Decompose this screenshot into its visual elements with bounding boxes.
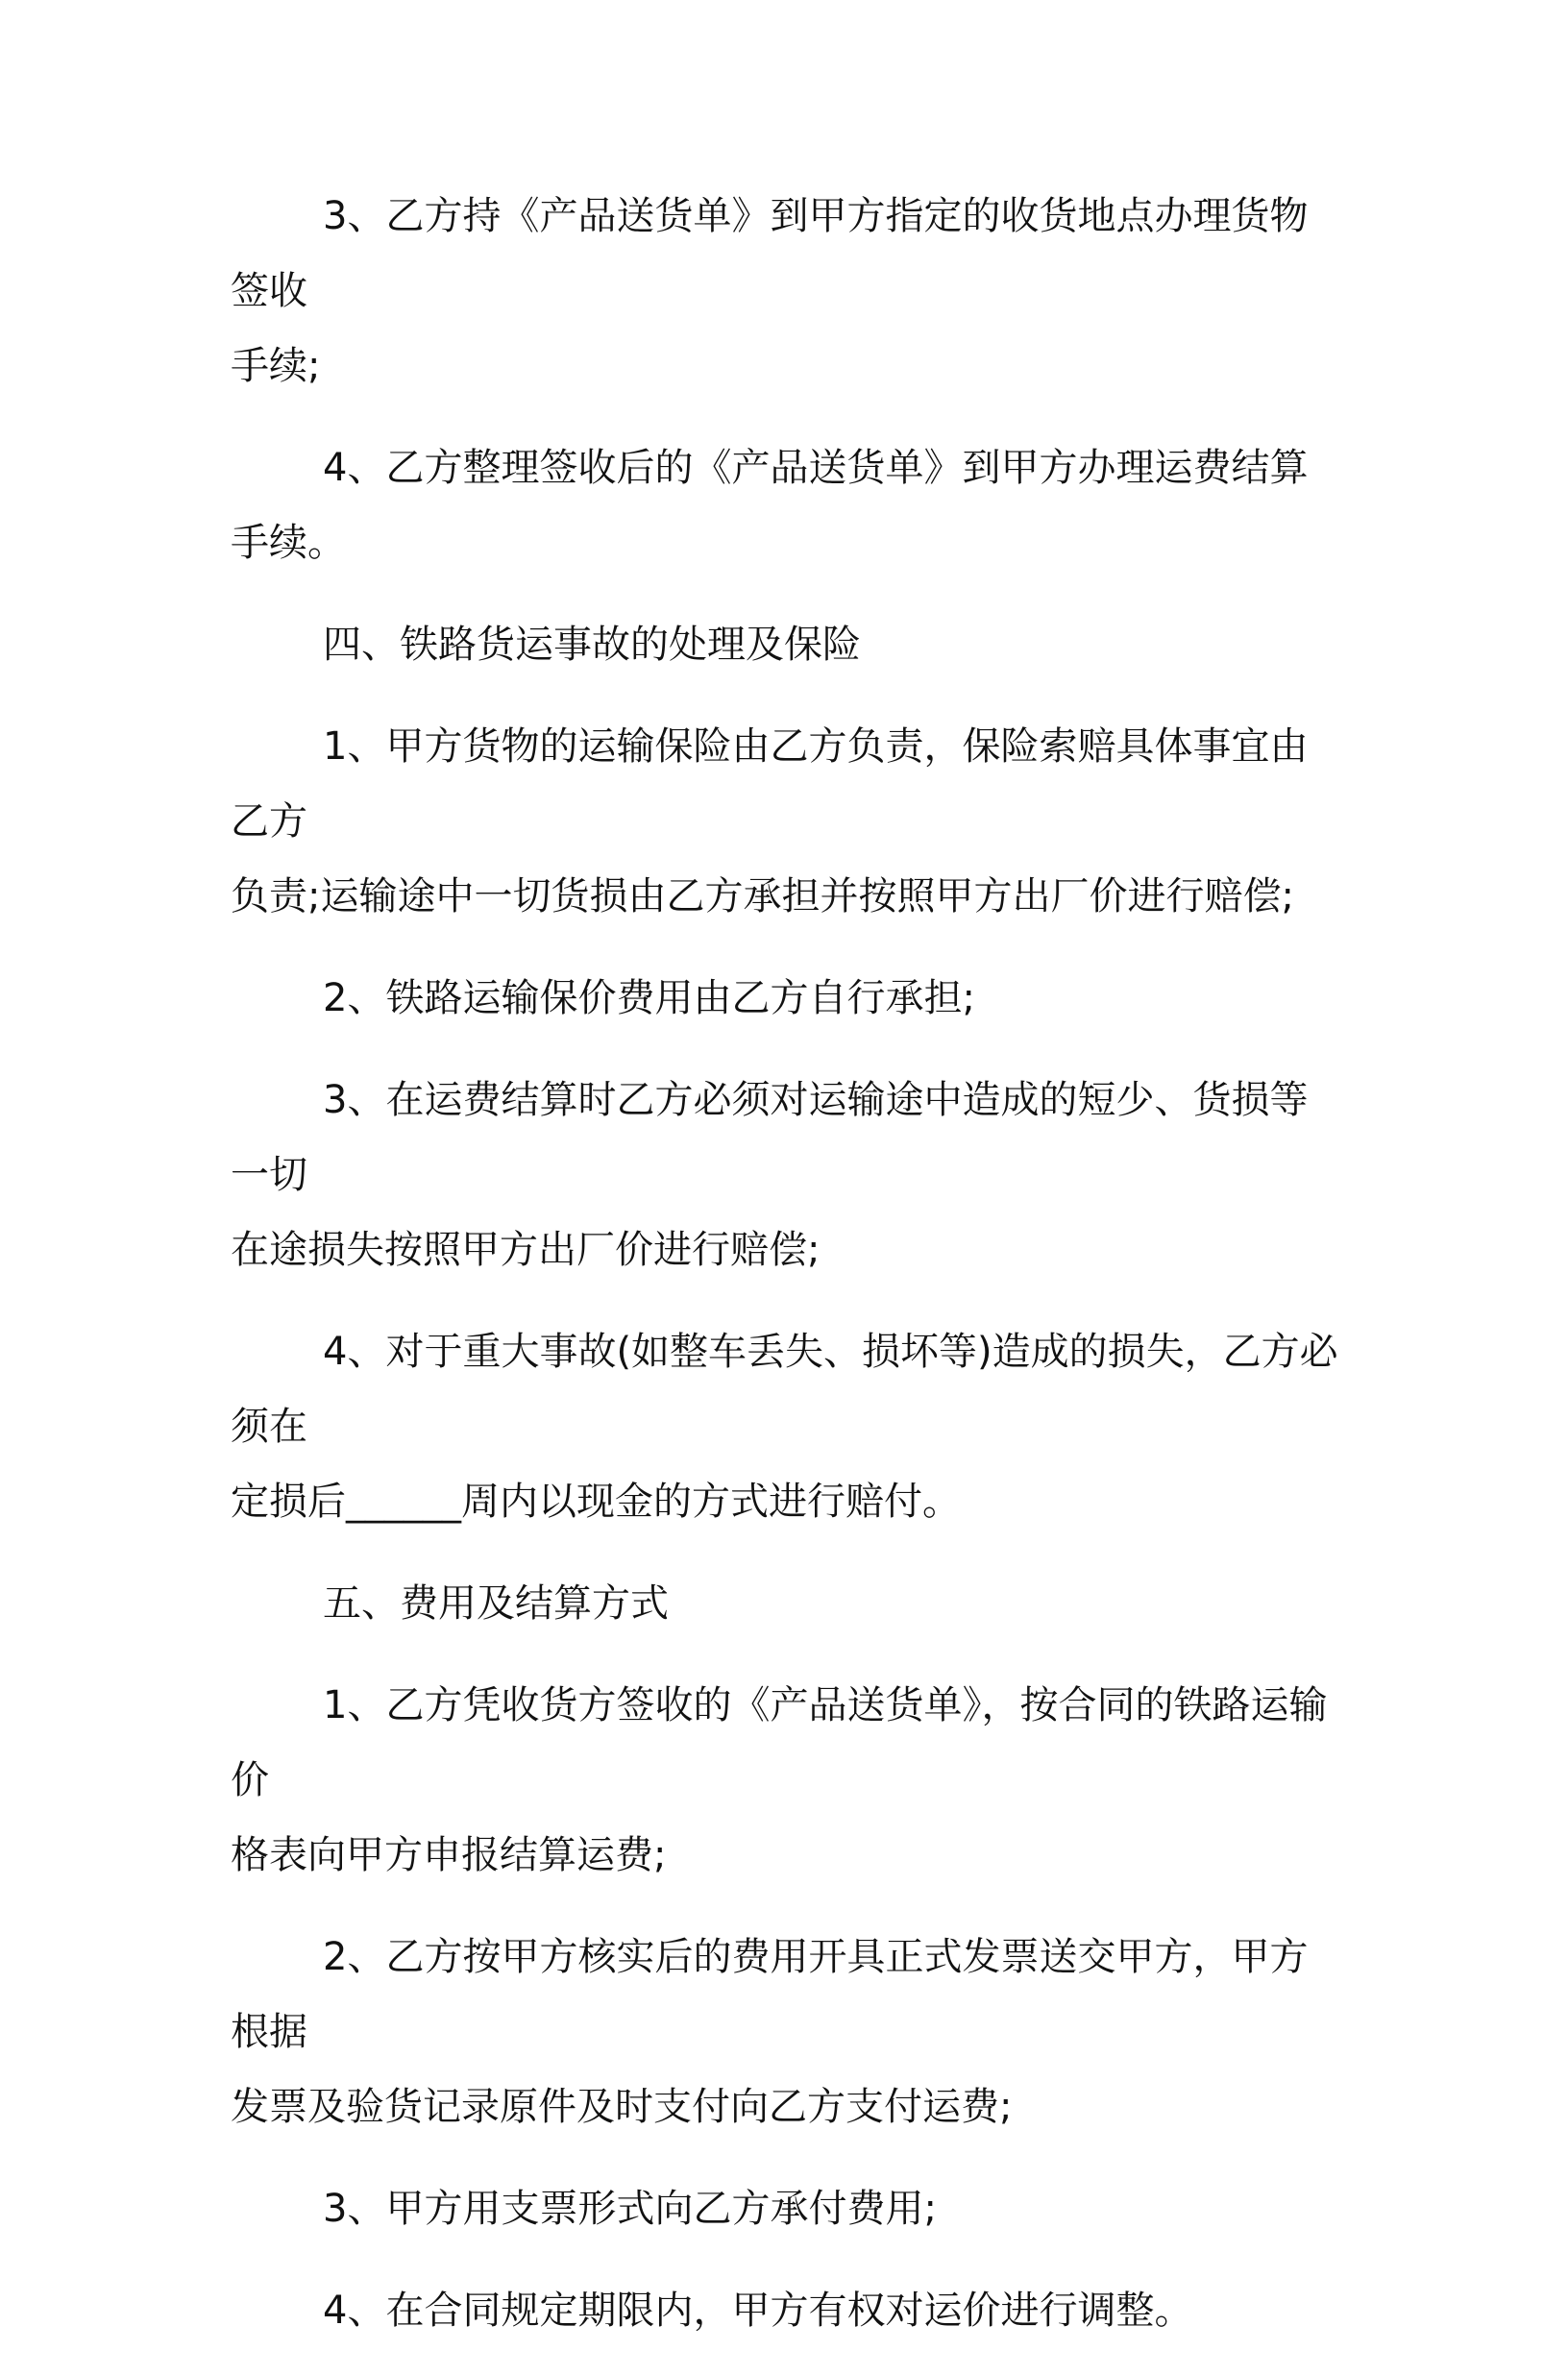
paragraph-fees-1 bbox=[231, 1668, 1345, 1893]
text-line: 3、乙方持《产品送货单》到甲方指定的收货地点办理货物签收 bbox=[231, 194, 1309, 313]
text-line: 2、乙方按甲方核实后的费用开具正式发票送交甲方，甲方根据 bbox=[231, 1935, 1309, 2054]
section-heading-5 bbox=[231, 1566, 1345, 1641]
text-line: 格表向甲方申报结算运费; bbox=[231, 1833, 667, 1877]
section-heading-text: 五、费用及结算方式 bbox=[323, 1581, 669, 1626]
paragraph-insurance-4 bbox=[231, 1314, 1345, 1539]
paragraph-insurance-1 bbox=[231, 709, 1345, 934]
text-line: 发票及验货记录原件及时支付向乙方支付运费; bbox=[231, 2085, 1013, 2129]
paragraph-insurance-3 bbox=[231, 1063, 1345, 1287]
paragraph-clause-3-signing bbox=[231, 179, 1345, 404]
text-line: 4、在合同规定期限内，甲方有权对运价进行调整。 bbox=[323, 2289, 1193, 2333]
text-line: 3、甲方用支票形式向乙方承付费用; bbox=[323, 2187, 937, 2231]
text-line: 3、在运费结算时乙方必须对运输途中造成的短少、货损等一切 bbox=[231, 1078, 1309, 1197]
paragraph-fees-3 bbox=[231, 2171, 1345, 2246]
text-line: 2、铁路运输保价费用由乙方自行承担; bbox=[323, 976, 975, 1020]
section-heading-4 bbox=[231, 607, 1345, 682]
paragraph-fees-4 bbox=[231, 2273, 1345, 2348]
document-body bbox=[231, 179, 1345, 2375]
text-line: 4、乙方整理签收后的《产品送货单》到甲方办理运费结算手续。 bbox=[231, 446, 1309, 565]
section-heading-text: 四、铁路货运事故的处理及保险 bbox=[323, 623, 861, 667]
text-line: 1、甲方货物的运输保险由乙方负责，保险索赔具体事宜由乙方 bbox=[231, 724, 1309, 844]
paragraph-clause-4-settlement bbox=[231, 430, 1345, 580]
text-line: 定损后______周内以现金的方式进行赔付。 bbox=[231, 1480, 961, 1524]
text-line: 4、对于重大事故(如整车丢失、损坏等)造成的损失，乙方必须在 bbox=[231, 1330, 1338, 1449]
paragraph-insurance-2 bbox=[231, 961, 1345, 1036]
paragraph-fees-2 bbox=[231, 1920, 1345, 2144]
text-line: 手续; bbox=[231, 344, 321, 388]
text-line: 负责;运输途中一切货损由乙方承担并按照甲方出厂价进行赔偿; bbox=[231, 874, 1294, 918]
text-line: 在途损失按照甲方出厂价进行赔偿; bbox=[231, 1228, 821, 1272]
text-line: 1、乙方凭收货方签收的《产品送货单》，按合同的铁路运输价 bbox=[231, 1683, 1328, 1802]
